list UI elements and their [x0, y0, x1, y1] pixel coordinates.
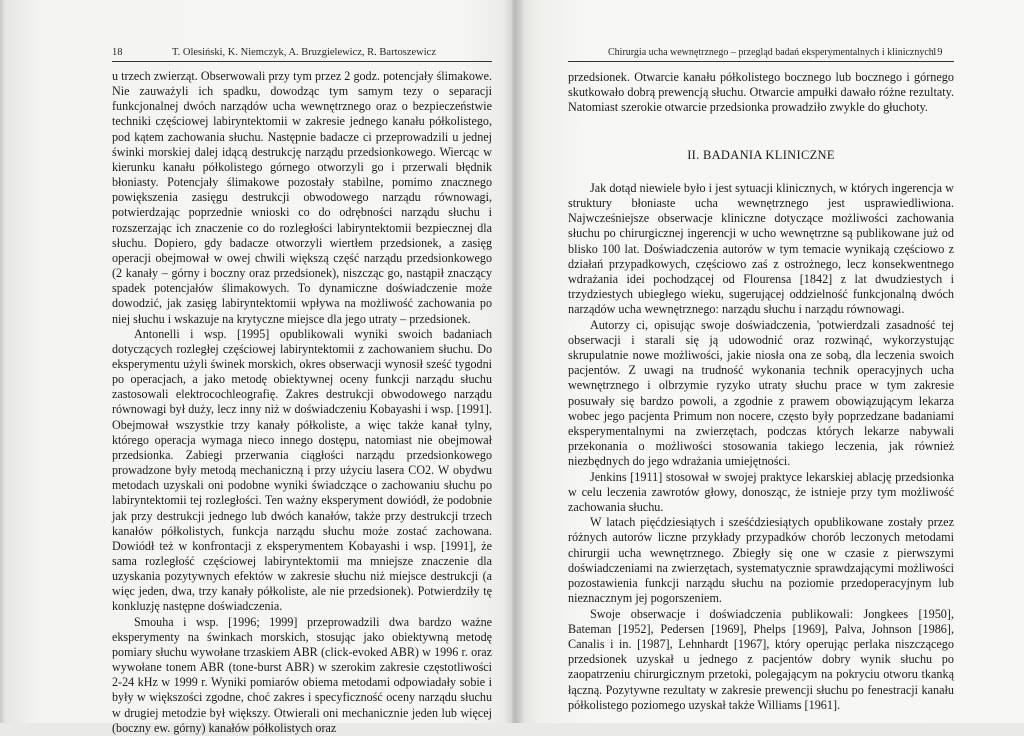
left-page [0, 0, 512, 735]
right-page-body [568, 70, 954, 713]
header-rule [112, 61, 492, 62]
paragraph: u trzech zwierząt. Obserwowali przy tym przez 2 godz. potencjały ślimakowe. Nie zauważyli ich spadku, dowodząc tym samym tezy o separacji funkcjonalnej dwóch narządów ucha wewnętrznego oraz o bezpieczeństwie techniki częściowej labiryntektomii w zakresie jednego kanału półkolistego, pod kątem zachowania słuchu. Następnie badacze ci przeprowadzili u jednej świnki morskiej dalej idącą destrukcję narządu przedsionkowego. Wiercąc w kierunku kanału półkolistego górnego otworzyli go i przerwali błędnik błoniasty. Potencjały ślimakowe pozostały stabilne, pomimo znacznego powiększenia zasięgu destrukcji obwodowego narządu równowagi, potwierdzając poprzednie wnioski co do odrębności narządu słuchu i rozszerzając ich znaczenie co do rozległości labiryntektomii bezpiecznej dla słuchu. Dopiero, gdy badacze otworzyli wiertłem przedsionek, a zasięg operacji obejmował w owej chwili większą część narządu przedsionkowego (2 kanały – górny i boczny oraz przedsionek), niszcząc go, nastąpił znaczący spadek potencjałów ślimakowych. To dynamiczne doświadczenie może dowodzić, jak zasięg labiryntektomii wpływa na możliwość zachowania po niej słuchu i wskazuje na krytyczne miejsce dla jego utraty – przedsionek. [112, 69, 492, 326]
paragraph: Jak dotąd niewiele było i jest sytuacji klinicznych, w których ingerencja w struktury błoniaste ucha wewnętrznego jest usprawiedliwiona. Najwcześniejsze obserwacje kliniczne dotyczące możliwości zachowania słuchu po chirurgicznej ingerencji w ucho wewnętrzne są publikowane już od blisko 100 lat. Doświadczenia autorów w tym temacie wynikają częściowo z działań przypadkowych, częściowo zaś z ostrożnego, lecz konsekwentnego wdrażania idei pochodzącej od Flourensa [1842] z lat dwudziestych i trzydziestych ubiegłego wieku, sugerującej oddzielność funkcjonalną dwóch narządów ucha wewnętrznego: narządu słuchu i narządu równowagi. [568, 180, 954, 317]
page-number: 18 [112, 47, 123, 58]
paragraph: Antonelli i wsp. [1995] opublikowali wyniki swoich badaniach dotyczących rozległej częściowej labiryntektomii z zachowaniem słuchu. Do eksperymentu użyli świnek morskich, okres obserwacji wynosił sześć tygodni po operacjach, a jako metodę obiektywnej oceny funkcji narządu słuchu zastosowali elektrocochleografię. Zakres destrukcji obwodowego narządu równowagi był duży, lecz inny niż w doświadczeniu Kobayashi i wsp. [1991]. Obejmował wszystkie trzy kanały półkoliste, a więc także kanał tylny, którego operacja wymaga nieco innego dostępu, natomiast nie obejmował przedsionka. Zabiegi przerwania ciągłości narządu przedsionkowego prowadzone były metodą mechaniczną i przy użyciu lasera CO2. W obydwu metodach uzyskali oni podobne wyniki świadczące o zachowaniu słuchu po labiryntektomii tej rozległości. Ten ważny eksperyment dowiódł, że podobnie jak przy destrukcji jednego lub dwóch kanałów, także przy destrukcji trzech kanałów półkolistych, funkcja narządu słuchu może zostać zachowana. Dowiódł też w konfrontacji z eksperymentem Kobayashi i wsp. [1991], że sama rozległość częściowej labiryntektomii ma mniejsze znaczenie dla uzyskania pozytywnych efektów w zakresie słuchu niż miejsce destrukcji (a więc jeden, dwa, trzy kanały półkoliste, ale nie przedsionek). Potwierdziły tę konkluzję następne doświadczenia. [112, 326, 492, 614]
section-heading: II. BADANIA KLINICZNE [687, 147, 835, 162]
paragraph: Swoje obserwacje i doświadczenia publikowali: Jongkees [1950], Bateman [1952], Pedersen [1969], Phelps [1969], Palva, Johnson [1986], Canalis i in. [1987], Lehnhardt [1967], który operując perlaka niszczącego przedsionek uzyskał u jednego z pacjentów dobry wynik słuchu po zaopatrzeniu chirurgicznym przetoki, polegającym na pokryciu otworu tkanką łączną. Pozytywne rezultaty w zakresie prewencji słuchu po fenestracji kanału półkolistego poziomego uzyskał także Williams [1961]. [568, 606, 954, 712]
paragraph: Jenkins [1911] stosował w swojej praktyce lekarskiej ablację przedsionka w celu leczenia zawrotów głowy, donosząc, że istnieje przy tym możliwość zachowania słuchu. [568, 469, 954, 515]
paragraph: Smouha i wsp. [1996; 1999] przeprowadzili dwa bardzo ważne eksperymenty na świnkach morskich, stosując jako obiektywną metodę pomiary słuchu wywołane trzaskiem ABR (click-evoked ABR) w 1996 r. oraz wywołane tonem ABR (tone-burst ABR) w szerokim zakresie częstotliwości 2-24 kHz w 1999 r. Wyniki pomiarów obiema metodami odpowiadały sobie i były w większości zgodne, choć zakres i specyficzność oceny narządu słuchu w drugiej metodzie był większy. Otwierali oni mechanicznie jeden lub więcej (boczny ew. górny) kanałów półkolistych oraz [112, 614, 492, 735]
left-page-body [112, 69, 492, 736]
running-head-authors: T. Olesiński, K. Niemczyk, A. Bruzgielewicz, R. Bartoszewicz [172, 47, 436, 58]
right-page [512, 0, 1024, 723]
page-edge [0, 0, 6, 723]
paragraph: przedsionek. Otwarcie kanału półkolistego bocznego lub bocznego i górnego skutkowało dobrą prewencją słuchu. Otwarcie ampułki dawało różne rezultaty. Natomiast szerokie otwarcie przedsionka prowadziło zwykle do głuchoty. [568, 70, 954, 115]
header-rule [568, 61, 954, 62]
paragraph: Autorzy ci, opisując swoje doświadczenia, 'potwierdzali zasadność tej obserwacji i starali się ją udowodnić oraz rozwinąć, wykorzystując skrupulatnie nowe możliwości, jakie niosła ona ze sobą, dla leczenia swoich pacjentów. Z uwagi na trudność wykonania technik operacyjnych ucha wewnętrznego i olbrzymie ryzyko utraty słuchu prace w tym zakresie posuwały się bardzo powoli, a zgodnie z prawem obowiązującym lekarza wobec jego pacjenta Primum non nocere, często były poprzedzane badaniami eksperymentalnymi na zwierzętach, podczas których lekarze nabywali przekonania o możliwości stosowania takiego leczenia, jak również niezbędnych do jego wdrażania umiejętności. [568, 317, 954, 469]
book-gutter [503, 0, 525, 723]
paragraph: W latach pięćdziesiątych i sześćdziesiątych opublikowane zostały przez różnych autorów liczne przykłady przypadków chorób leczonych metodami chirurgii ucha wewnętrznego. Zbiegły się one w czasie z pierwszymi doświadczeniami na zwierzętach, systematycznie sprawdzającymi możliwości pozostawienia funkcji narządu słuchu na poziomie przedoperacyjnym lub nieznacznym jej pogorszeniem. [568, 515, 954, 606]
page-number: 19 [932, 47, 943, 58]
running-head-title: Chirurgia ucha wewnętrznego – przegląd badań eksperymentalnych i klinicznych [608, 47, 934, 58]
